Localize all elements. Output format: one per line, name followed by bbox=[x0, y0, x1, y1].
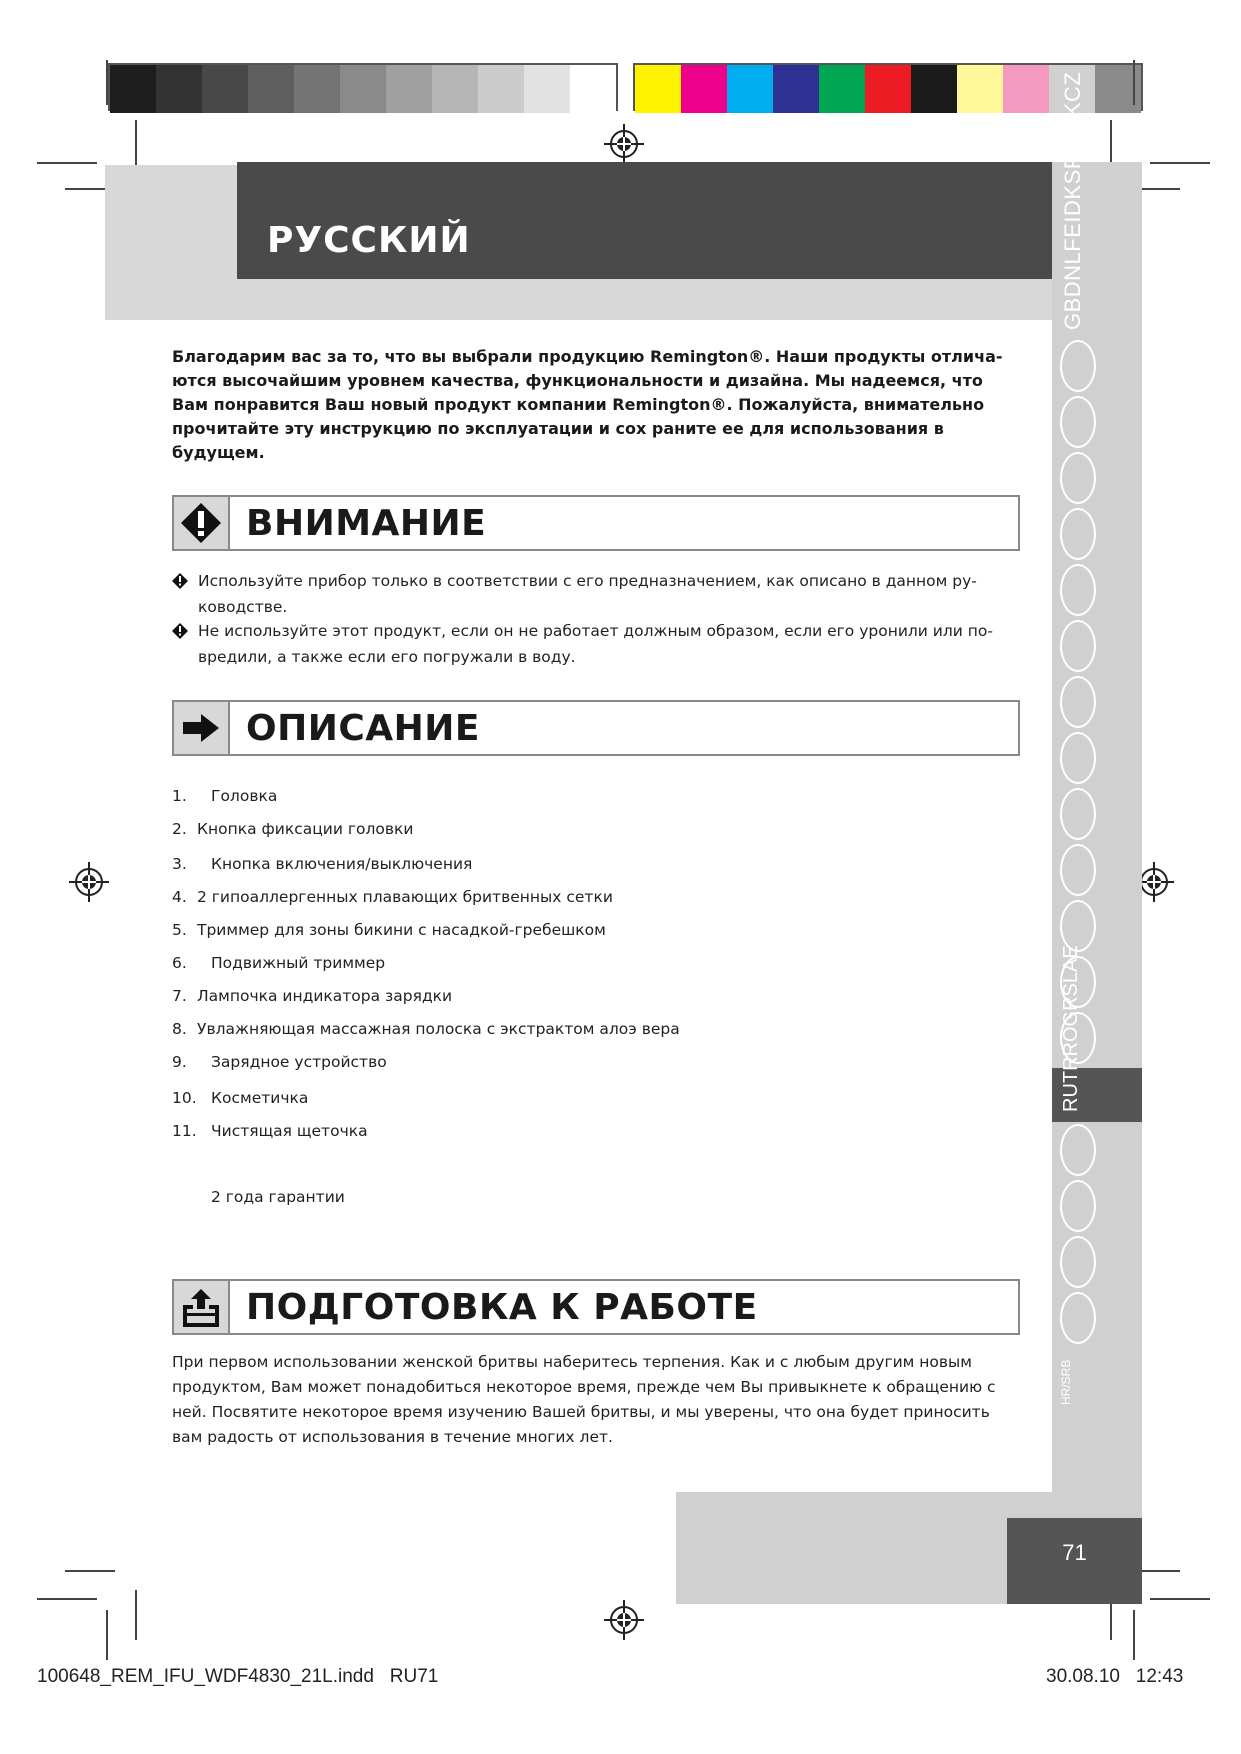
calibration-swatch bbox=[570, 65, 616, 113]
list-item bbox=[172, 787, 277, 805]
list-item-text: Триммер для зоны бикини с насадкой-гребешком bbox=[197, 921, 606, 939]
intro-paragraph: Благодарим вас за то, что вы выбрали продукцию Remington®. Наши продукты отлича-ются высочайшим уровнем качества, функциональности и дизайна. Мы надеемся, что Вам понравится Ваш новый продукт компании Remington®. Пожалуйста, внимательно прочитайте эту инструкцию по эксплуатации и сох раните ее для использования в будущем. bbox=[172, 347, 1003, 462]
language-tab-oval bbox=[1060, 1124, 1096, 1176]
section-warning-title: ВНИМАНИЕ bbox=[246, 503, 487, 544]
list-item-number: 5. bbox=[172, 921, 187, 939]
list-item-number: 6. bbox=[172, 954, 187, 972]
language-tab-oval bbox=[1060, 900, 1096, 952]
language-tab-oval bbox=[1060, 1180, 1096, 1232]
section-description-header bbox=[172, 700, 1020, 756]
calibration-swatch bbox=[248, 65, 294, 113]
footer-file-info: 100648_REM_IFU_WDF4830_21L.indd RU71 bbox=[37, 1666, 439, 1687]
list-item-number: 11. bbox=[172, 1122, 197, 1140]
registration-target-icon bbox=[604, 1600, 644, 1640]
list-item bbox=[172, 987, 452, 1005]
section-preparation-title: ПОДГОТОВКА К РАБОТЕ bbox=[246, 1287, 758, 1328]
calibration-swatch bbox=[156, 65, 202, 113]
language-tab-oval bbox=[1060, 452, 1096, 504]
grayscale-calibration-bar bbox=[108, 63, 618, 111]
crop-mark bbox=[106, 60, 108, 105]
section-warning-header bbox=[172, 495, 1020, 551]
calibration-swatch bbox=[478, 65, 524, 113]
list-item-text: Увлажняющая массажная полоска с экстрактом алоэ вера bbox=[197, 1020, 680, 1038]
list-item-number: 7. bbox=[172, 987, 187, 1005]
footer-date-time: 30.08.10 12:43 bbox=[1046, 1666, 1184, 1687]
warning-bullet-icon bbox=[172, 623, 188, 639]
list-item-number: 9. bbox=[172, 1053, 187, 1071]
language-tab-oval bbox=[1060, 340, 1096, 392]
calibration-swatch bbox=[819, 65, 865, 113]
list-item bbox=[172, 888, 613, 906]
sidebar-languages-bottom: RUTRROGRSLAE bbox=[1060, 945, 1082, 1112]
calibration-swatch bbox=[957, 65, 1003, 113]
list-item-text: Головка bbox=[211, 787, 278, 805]
warning-item-text: Используйте прибор только в соответствии с его предназначением, как описано в данном ру-ководстве. bbox=[198, 572, 977, 616]
crop-mark bbox=[1150, 162, 1210, 164]
warning-diamond-icon bbox=[174, 497, 230, 549]
calibration-swatch bbox=[294, 65, 340, 113]
list-item bbox=[172, 855, 472, 873]
crop-mark bbox=[106, 1610, 108, 1660]
calibration-swatch bbox=[1003, 65, 1049, 113]
list-item bbox=[172, 1122, 368, 1140]
warning-item bbox=[172, 618, 1012, 670]
calibration-swatch bbox=[773, 65, 819, 113]
crop-mark bbox=[1133, 1610, 1135, 1660]
calibration-swatch bbox=[681, 65, 727, 113]
page-title: РУССКИЙ bbox=[267, 220, 471, 261]
list-item-text: Косметичка bbox=[211, 1089, 309, 1107]
warranty-note: 2 года гарантии bbox=[211, 1188, 345, 1206]
language-tab-oval bbox=[1060, 396, 1096, 448]
list-item-text: 2 гипоаллергенных плавающих бритвенных сетки bbox=[197, 888, 613, 906]
title-band bbox=[237, 162, 1052, 279]
registration-target-icon bbox=[69, 862, 109, 902]
language-tab-oval bbox=[1060, 676, 1096, 728]
list-item-number: 4. bbox=[172, 888, 187, 906]
list-item bbox=[172, 921, 606, 939]
calibration-swatch bbox=[635, 65, 681, 113]
list-item-text: Кнопка включения/выключения bbox=[211, 855, 473, 873]
calibration-swatch bbox=[110, 65, 156, 113]
list-item bbox=[172, 1089, 308, 1107]
warning-item bbox=[172, 568, 1012, 620]
language-tab-oval bbox=[1060, 1236, 1096, 1288]
page-number: 71 bbox=[1007, 1518, 1142, 1604]
calibration-swatch bbox=[727, 65, 773, 113]
crop-mark bbox=[37, 162, 97, 164]
list-item bbox=[172, 1053, 387, 1071]
list-item-text: Кнопка фиксации головки bbox=[197, 820, 414, 838]
crop-mark bbox=[135, 1590, 137, 1640]
list-item-number: 2. bbox=[172, 820, 187, 838]
language-tab-oval bbox=[1060, 620, 1096, 672]
warning-item-text: Не используйте этот продукт, если он не работает должным образом, если его уронили или по-вредили, а также если его погружали в воду. bbox=[198, 622, 993, 666]
list-item-text: Зарядное устройство bbox=[211, 1053, 387, 1071]
preparation-paragraph: При первом использовании женской бритвы наберитесь терпения. Как и с любым другим новым продуктом, Вам может понадобиться некоторое время, прежде чем Вы привыкнете к обращению с ней. Посвятите некоторое время изучению Вашей бритвы, и мы уверены, что она будет приносить вам радость от использования в течение многих лет. bbox=[172, 1353, 996, 1446]
list-item-text: Лампочка индикатора зарядки bbox=[197, 987, 453, 1005]
crop-mark bbox=[37, 1598, 97, 1600]
calibration-swatch bbox=[865, 65, 911, 113]
registration-target-icon bbox=[604, 124, 644, 164]
language-tab-oval bbox=[1060, 788, 1096, 840]
section-description-title: ОПИСАНИЕ bbox=[246, 708, 480, 749]
crop-mark bbox=[65, 1570, 115, 1572]
calibration-swatch bbox=[202, 65, 248, 113]
list-item-number: 3. bbox=[172, 855, 187, 873]
sidebar-languages-top: GBDNLFEIDKSFINSKCZ bbox=[1060, 71, 1085, 330]
language-tab-oval bbox=[1060, 508, 1096, 560]
crop-mark bbox=[135, 120, 137, 170]
list-item-text: Подвижный триммер bbox=[211, 954, 386, 972]
language-tab-oval bbox=[1060, 564, 1096, 616]
calibration-swatch bbox=[911, 65, 957, 113]
warning-bullet-icon bbox=[172, 573, 188, 589]
list-item-number: 1. bbox=[172, 787, 187, 805]
list-item bbox=[172, 954, 385, 972]
calibration-swatch bbox=[432, 65, 478, 113]
list-item-number: 8. bbox=[172, 1020, 187, 1038]
calibration-swatch bbox=[386, 65, 432, 113]
language-tab-oval bbox=[1060, 732, 1096, 784]
crop-mark bbox=[1133, 60, 1135, 105]
language-tab-oval bbox=[1060, 1292, 1096, 1344]
language-tab-ovals bbox=[1060, 340, 1100, 1348]
section-preparation-header bbox=[172, 1279, 1020, 1335]
arrow-right-icon bbox=[174, 702, 230, 754]
list-item-text: Чистящая щеточка bbox=[211, 1122, 368, 1140]
box-unpack-icon bbox=[174, 1281, 230, 1333]
calibration-swatch bbox=[340, 65, 386, 113]
crop-mark bbox=[1150, 1598, 1210, 1600]
list-item bbox=[172, 820, 413, 838]
sidebar-language-hr-srb: HR/SRB bbox=[1059, 1359, 1073, 1405]
list-item bbox=[172, 1020, 680, 1038]
list-item-number: 10. bbox=[172, 1089, 197, 1107]
calibration-swatch bbox=[524, 65, 570, 113]
language-tab-oval bbox=[1060, 844, 1096, 896]
